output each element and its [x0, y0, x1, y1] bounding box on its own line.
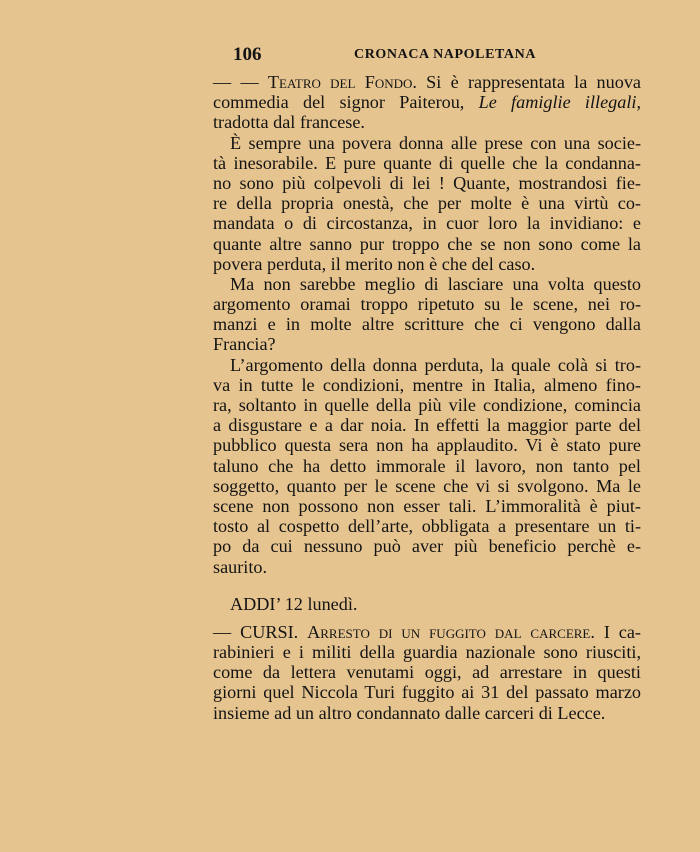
spacer [213, 577, 641, 594]
section-dash: — CURSI. [213, 621, 308, 642]
spacer [213, 614, 641, 622]
text-line: rabinieri e i militi della guardia nazionale sono riusciti, [213, 642, 641, 663]
page-header [233, 44, 643, 66]
text-line: argomento oramai troppo ripetuto su le scene, nei ro- [213, 294, 641, 315]
text-line: tradotta dal francese. [213, 112, 365, 133]
section-dash: — — [213, 72, 268, 92]
text-line: tà inesorabile. E pure quante di quelle che la condanna- [213, 152, 641, 173]
text-line: no sono più colpevoli di lei ! Quante, mostrandosi fie- [213, 172, 641, 193]
section-text: , [636, 92, 641, 113]
text-line: Ma non sarebbe meglio di lasciare una volta questo [230, 273, 641, 294]
text-line [213, 92, 641, 112]
text-line: scene non possono non esser tali. L’immoralità è piut- [213, 495, 641, 516]
text-line: soggetto, quanto per le scene che vi si svolgono. Ma le [213, 475, 641, 496]
text-line: insieme ad un altro condannato dalle carceri di Lecce. [213, 702, 606, 723]
section-text: I ca- [594, 621, 641, 642]
section-text: commedia del signor Paiterou, [213, 92, 479, 113]
text-line: come da lettera venutami oggi, ad arrestare in questi [213, 662, 641, 683]
text-line: quante altre sanno pur troppo che se non sono come la [213, 233, 641, 254]
text-line [213, 622, 641, 642]
text-line: È sempre una povera donna alle prese con una socie- [230, 132, 641, 153]
text-line: manzi e in molte altre scritture che ci vengono dalla [213, 314, 641, 335]
text-line: mandata o di circostanza, in cuor loro la invidiano: e [213, 213, 641, 234]
text-line: giorni quel Niccola Turi fuggito ai 31 del passato marzo [213, 682, 641, 703]
body-text [213, 72, 641, 723]
section-text: Si è rappresentata la nuova [416, 72, 641, 92]
text-line: povera perduta, il merito non è che del caso. [213, 253, 536, 274]
text-line: va in tutte le condizioni, mentre in Italia, almeno fino- [213, 374, 641, 395]
text-line: tosto al cospetto dell’arte, obbligata a presentare un ti- [213, 516, 641, 537]
play-title: Le famiglie illegali [478, 92, 637, 113]
running-title: CRONACA NAPOLETANA [354, 47, 537, 62]
text-line: a disgustare e a dar noia. In effetti la maggior parte del [213, 415, 641, 436]
date-line: ADDI’ 12 lunedì. [230, 593, 358, 614]
text-line: taluno che ha detto immorale il lavoro, non tanto pel [213, 455, 641, 476]
text-line: po da cui nessuno può aver più beneficio perchè e- [213, 536, 641, 557]
section-heading: Teatro del Fondo. [267, 72, 417, 92]
text-line [213, 72, 641, 92]
text-line: pubblico questa sera non ha applaudito. Vi è stato pure [213, 435, 641, 456]
text-line: saurito. [213, 556, 268, 577]
section-heading: Arresto di un fuggito dal carcere. [307, 621, 595, 642]
text-line: Francia? [213, 334, 276, 355]
text-line: L’argomento della donna perduta, la quale colà si tro- [230, 354, 641, 375]
page-number: 106 [233, 44, 262, 65]
text-line: re della propria onestà, che per molte è una virtù co- [213, 193, 641, 214]
text-line: ra, soltanto in quelle della più vile condizione, comincia [213, 395, 641, 415]
